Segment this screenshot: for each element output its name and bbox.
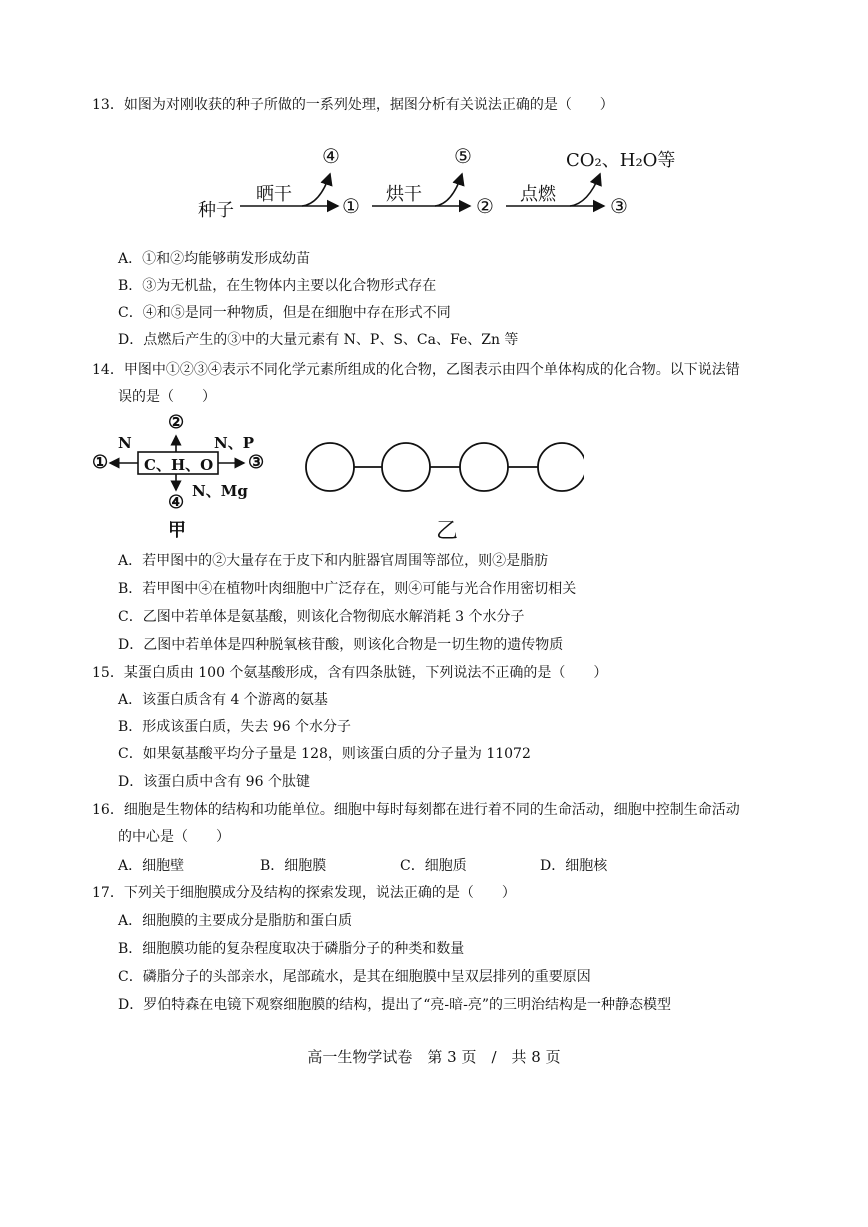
page-footer: 高一生物学试卷 第 3 页 / 共 8 页: [307, 1048, 561, 1066]
monomer-circle: [460, 443, 508, 491]
q16-option-a: A．细胞壁: [118, 858, 185, 874]
q13-option-a: A．①和②均能够萌发形成幼苗: [118, 251, 311, 267]
q13-node-5: ⑤: [454, 144, 472, 168]
q14-option-b: B．若甲图中④在植物叶肉细胞中广泛存在，则④可能与光合作用密切相关: [118, 581, 577, 597]
question-14-stem-line1: 14．甲图中①②③④表示不同化学元素所组成的化合物，乙图表示由四个单体构成的化合物。以下说法错: [92, 362, 740, 378]
question-16-stem-line1: 16．细胞是生物体的结构和功能单位。细胞中每时每刻都在进行着不同的生命活动，细胞中控制生命活动: [92, 802, 740, 818]
q14-figure-jia: [88, 412, 278, 541]
monomer-circle: [538, 443, 586, 491]
q13-node-1: ①: [342, 194, 360, 218]
monomer-circle: [306, 443, 354, 491]
q13-option-c: C．④和⑤是同一种物质，但是在细胞中存在形式不同: [118, 305, 451, 321]
q14-jia-node-2: ②: [168, 412, 185, 433]
question-13-stem: 13．如图为对刚收获的种子所做的一系列处理，据图分析有关说法正确的是（ ）: [92, 97, 614, 113]
q17-option-a: A．细胞膜的主要成分是脂肪和蛋白质: [118, 913, 353, 929]
q14-yi-label: 乙: [436, 519, 459, 544]
q16-option-d: D．细胞核: [540, 858, 608, 874]
q13-step3-label: 点燃: [520, 184, 556, 205]
q17-option-c: C．磷脂分子的头部亲水，尾部疏水，是其在细胞膜中呈双层排列的重要原因: [118, 969, 591, 985]
q14-jia-right-element: N、P: [214, 434, 254, 452]
q13-step1-label: 晒干: [256, 184, 292, 205]
q14-figure-yi: [300, 436, 590, 546]
monomer-circle: [382, 443, 430, 491]
question-14-stem-line2: 误的是（ ）: [118, 389, 216, 405]
q13-seed-label: 种子: [198, 200, 234, 221]
q14-option-d: D．乙图中若单体是四种脱氧核苷酸，则该化合物是一切生物的遗传物质: [118, 637, 564, 653]
question-15-stem: 15．某蛋白质由 100 个氨基酸形成，含有四条肽链，下列说法不正确的是（ ）: [92, 665, 608, 681]
q14-jia-label: 甲: [168, 520, 186, 541]
q13-diagram: [190, 140, 676, 230]
q15-option-d: D．该蛋白质中含有 96 个肽键: [118, 774, 310, 790]
q14-jia-bottom-element: N、Mg: [192, 482, 248, 500]
q14-jia-node-1: ①: [92, 452, 109, 473]
q13-node-4: ④: [322, 144, 340, 168]
q14-yi-chain: [300, 436, 590, 502]
q14-jia-center: C、H、O: [144, 456, 214, 474]
q13-node-3: ③: [610, 194, 628, 218]
q14-jia-left-element: N: [118, 434, 132, 452]
q14-option-c: C．乙图中若单体是氨基酸，则该化合物彻底水解消耗 3 个水分子: [118, 609, 525, 625]
question-16-stem-line2: 的中心是（ ）: [118, 829, 230, 845]
q13-step2-label: 烘干: [386, 184, 422, 205]
q16-option-c: C．细胞质: [400, 858, 467, 874]
q13-node-2: ②: [476, 194, 494, 218]
q16-option-b: B．细胞膜: [260, 858, 327, 874]
q17-option-b: B．细胞膜功能的复杂程度取决于磷脂分子的种类和数量: [118, 941, 465, 957]
q13-option-b: B．③为无机盐，在生物体内主要以化合物形式存在: [118, 278, 437, 294]
q13-products-label: CO₂、H₂O等: [566, 150, 676, 171]
q17-option-d: D．罗伯特森在电镜下观察细胞膜的结构，提出了“亮-暗-亮”的三明治结构是一种静态模型: [118, 997, 671, 1013]
q14-option-a: A．若甲图中的②大量存在于皮下和内脏器官周围等部位，则②是脂肪: [118, 553, 549, 569]
q13-option-d: D．点燃后产生的③中的大量元素有 N、P、S、Ca、Fe、Zn 等: [118, 332, 519, 348]
q15-option-a: A．该蛋白质含有 4 个游离的氨基: [118, 692, 328, 708]
q15-option-b: B．形成该蛋白质，失去 96 个水分子: [118, 719, 352, 735]
q14-jia-node-4: ④: [168, 492, 185, 513]
question-17-stem: 17．下列关于细胞膜成分及结构的探索发现，说法正确的是（ ）: [92, 885, 516, 901]
q15-option-c: C．如果氨基酸平均分子量是 128，则该蛋白质的分子量为 11072: [118, 746, 531, 762]
q14-jia-node-3: ③: [248, 452, 265, 473]
